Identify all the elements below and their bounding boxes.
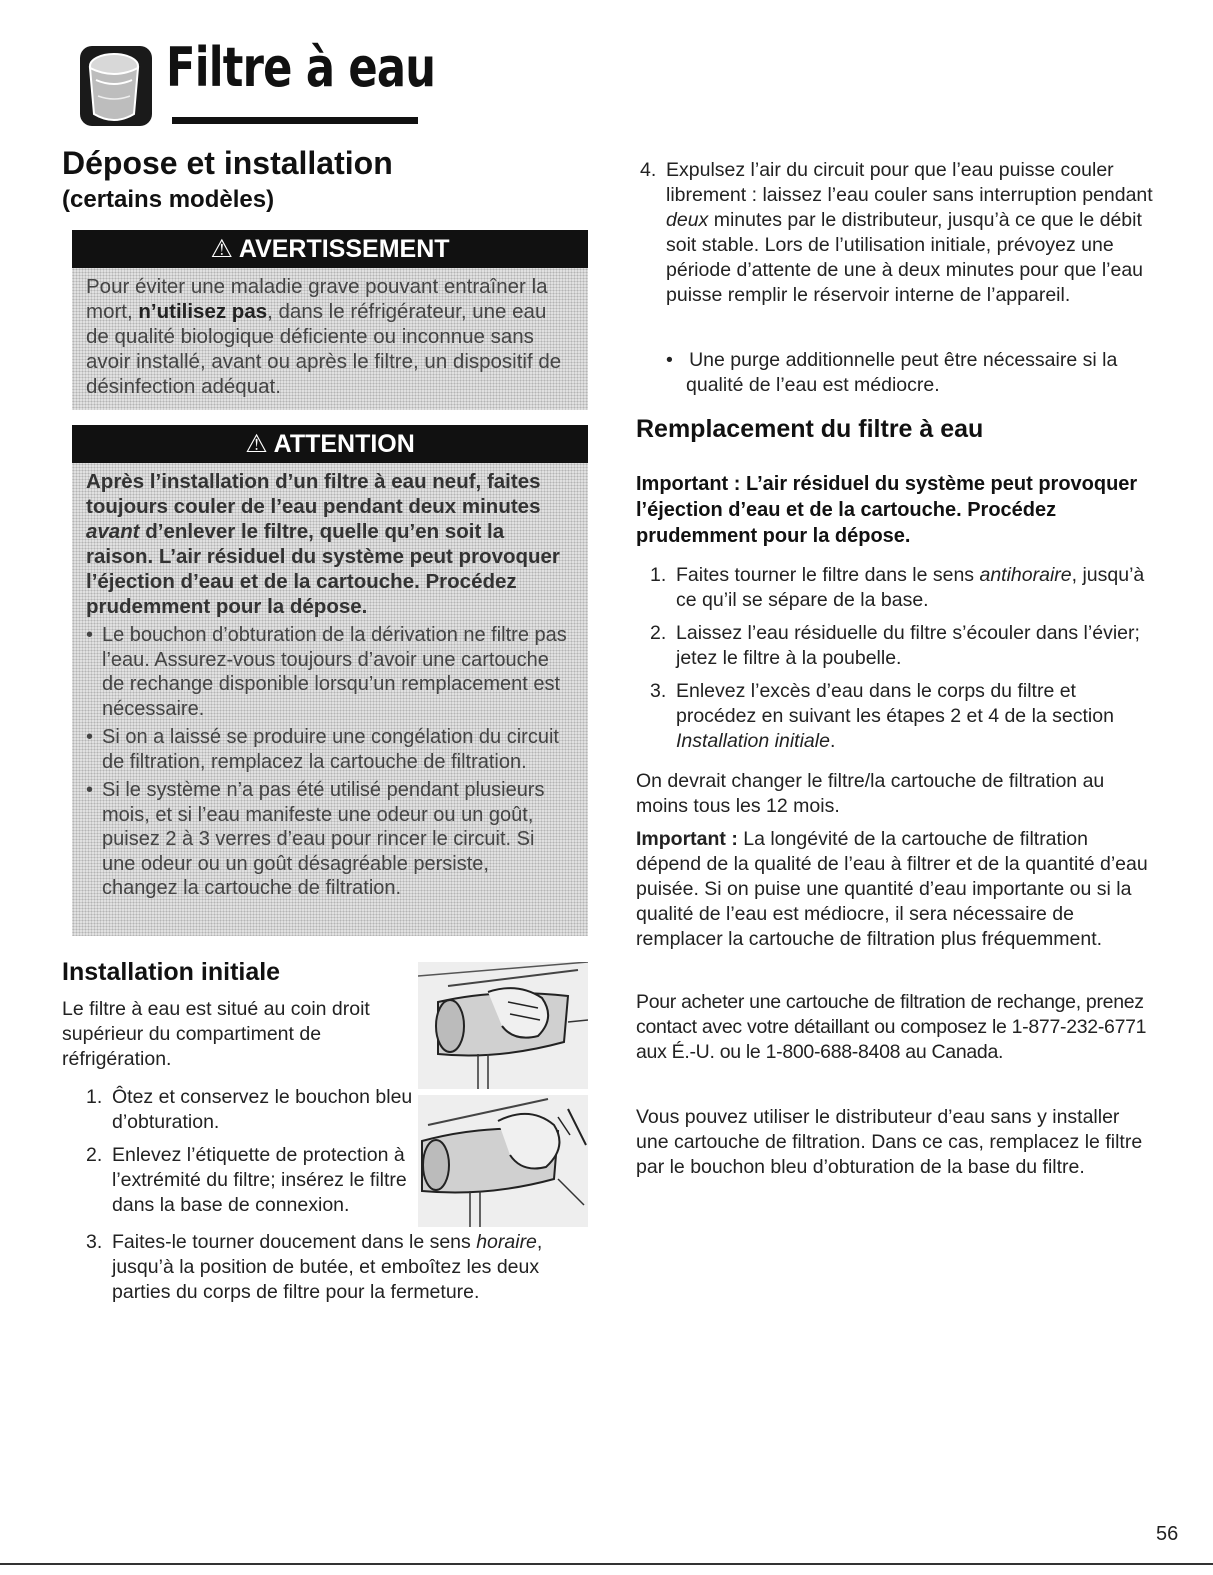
caution-header: ⚠ ATTENTION [72, 425, 588, 463]
caution-bullet-list [86, 623, 568, 901]
step-text: Enlevez l’étiquette de protection à l’extrémité du filtre; insérez le filtre dans la base de connexion. [112, 1144, 407, 1216]
step-text-italic: deux [666, 209, 709, 231]
step-text: Enlevez l’excès d’eau dans le corps du filtre et procédez en suivant les étapes 2 et 4 de la section [676, 680, 1114, 727]
installation-step [86, 1143, 416, 1218]
step4-bullet-text: Une purge additionnelle peut être nécessaire si la qualité de l’eau est médiocre. [686, 349, 1118, 396]
step-number: 3. [650, 680, 667, 702]
filter-removal-illustration [418, 962, 588, 1089]
step-text-italic: Installation initiale [676, 730, 830, 752]
filter-insertion-illustration [418, 1095, 588, 1227]
replacement-step [650, 563, 1160, 613]
installation-steps [86, 1085, 416, 1226]
step-text: minutes par le distributeur, jusqu’à ce que le débit soit stable. Lors de l’utilisation initiale, prévoyez une période d’attente de une à deux minutes pour que l’eau puisse remplir le réservoir interne de l’appareil. [666, 209, 1144, 306]
step-text-italic: horaire [476, 1231, 537, 1253]
installation-heading: Installation initiale [62, 958, 281, 986]
step-text: Faites tourner le filtre dans le sens [676, 564, 980, 586]
replacement-bypass-paragraph: Vous pouvez utiliser le distributeur d’eau sans y installer une cartouche de filtration. Dans ce cas, remplacez le filtre par le bouchon bleu d’obturation de la base du filtre. [636, 1106, 1143, 1178]
header-title: Filtre à eau [166, 36, 436, 99]
warning-header: ⚠ AVERTISSEMENT [72, 230, 588, 268]
warning-text-part: , dans le réfrigérateur, une eau de qualité biologique déficiente ou inconnue sans avoir installé, avant ou après le filtre, un dispositif de désinfection adéquat. [86, 300, 562, 398]
caution-bold-text [86, 469, 568, 619]
caution-text-part: Après l’installation d’un filtre à eau neuf, faites toujours couler de l’eau pendant deux minutes [86, 470, 541, 518]
installation-intro: Le filtre à eau est situé au coin droit supérieur du compartiment de réfrigération. [62, 998, 370, 1070]
caution-bullet: • Le bouchon d’obturation de la dérivation ne filtre pas l’eau. Assurez-vous toujours d’avoir une cartouche de rechange disponible lorsqu’un remplacement est nécessaire. [86, 623, 568, 721]
step-number: 4. [640, 159, 657, 181]
step4-bullet: • Une purge additionnelle peut être nécessaire si la qualité de l’eau est médiocre. [666, 349, 1118, 396]
caution-text-part: d’enlever le filtre, quelle qu’en soit la raison. L’air résiduel du système peut provoquer l’éjection d’eau et de la cartouche. Procédez prudemment pour la dépose. [86, 520, 560, 618]
bottom-rule [0, 1563, 1213, 1565]
step-number: 1. [650, 564, 667, 586]
step-number: 2. [650, 622, 667, 644]
step-text: Expulsez l’air du circuit pour que l’eau puisse couler librement : laissez l’eau couler sans interruption pendant [666, 159, 1153, 206]
step-text: Laissez l’eau résiduelle du filtre s’écouler dans l’évier; jetez le filtre à la poubelle. [676, 622, 1140, 669]
caution-body [72, 463, 588, 936]
replacement-step [650, 679, 1160, 754]
warning-text-emphasis: n’utilisez pas [138, 300, 268, 323]
installation-step [86, 1230, 586, 1305]
replacement-steps [650, 563, 1160, 762]
page-number: 56 [1156, 1523, 1179, 1545]
warning-box [72, 230, 588, 410]
installation-step-4 [640, 158, 1160, 316]
step-number: 1. [86, 1086, 103, 1108]
replacement-step [650, 621, 1160, 671]
caution-bullet: • Si on a laissé se produire une congélation du circuit de filtration, remplacez la cartouche de filtration. [86, 725, 568, 774]
paragraph-text: La longévité de la cartouche de filtration dépend de la qualité de l’eau à filtrer et de la quantité d’eau puisée. Si on puise une quantité d’eau importante ou si la qualité de l’eau est médiocre, il sera nécessaire de remplacer la cartouche de filtration plus fréquemment. [636, 828, 1148, 950]
replacement-heading: Remplacement du filtre à eau [636, 415, 984, 443]
step-text: Faites-le tourner doucement dans le sens [112, 1231, 477, 1253]
installation-step-3 [86, 1230, 586, 1313]
step-text: , jusqu’à ce qu’il se sépare de la base. [676, 564, 1145, 611]
warning-text-part: Pour éviter une maladie grave pouvant entraîner la mort, [86, 275, 548, 323]
section-subtitle: (certains modèles) [62, 186, 275, 213]
warning-text [72, 268, 588, 410]
replacement-purchase-paragraph: Pour acheter une cartouche de filtration de rechange, prenez contact avec votre détaillant ou composez le 1-877-232-6771 aux É.-U. ou le 1-800-688-8408 au Canada. [636, 991, 1147, 1063]
section-title: Dépose et installation [62, 145, 393, 181]
replacement-paragraph: On devrait changer le filtre/la cartouche de filtration au moins tous les 12 mois. [636, 770, 1105, 817]
step-text: , jusqu’à la position de butée, et emboîtez les deux parties du corps de filtre pour la fermeture. [112, 1231, 543, 1303]
replacement-important: Important : L’air résiduel du système peut provoquer l’éjection d’eau et de la cartouche. Procédez prudemment pour la dépose. [636, 473, 1138, 547]
water-filter-cartridge-icon [78, 40, 154, 130]
caution-box [72, 425, 588, 937]
installation-step [86, 1085, 416, 1135]
step-text: Ôtez et conservez le bouchon bleu d’obturation. [112, 1086, 413, 1133]
step-number: 3. [86, 1231, 103, 1253]
installation-step [640, 158, 1160, 308]
header-rule [172, 117, 418, 124]
important-label: Important : [636, 828, 738, 850]
caution-bullet: • Si le système n’a pas été utilisé pendant plusieurs mois, et si l’eau manifeste une odeur ou un goût, puisez 2 à 3 verres d’eau pour rincer le circuit. Si une odeur ou un goût désagréable persiste, changez la cartouche de filtration. [86, 778, 568, 901]
step-number: 2. [86, 1144, 103, 1166]
step-text-italic: antihoraire [979, 564, 1072, 586]
step-text: . [829, 730, 836, 752]
caution-text-italic: avant [86, 520, 140, 543]
replacement-important-paragraph [636, 827, 1156, 952]
